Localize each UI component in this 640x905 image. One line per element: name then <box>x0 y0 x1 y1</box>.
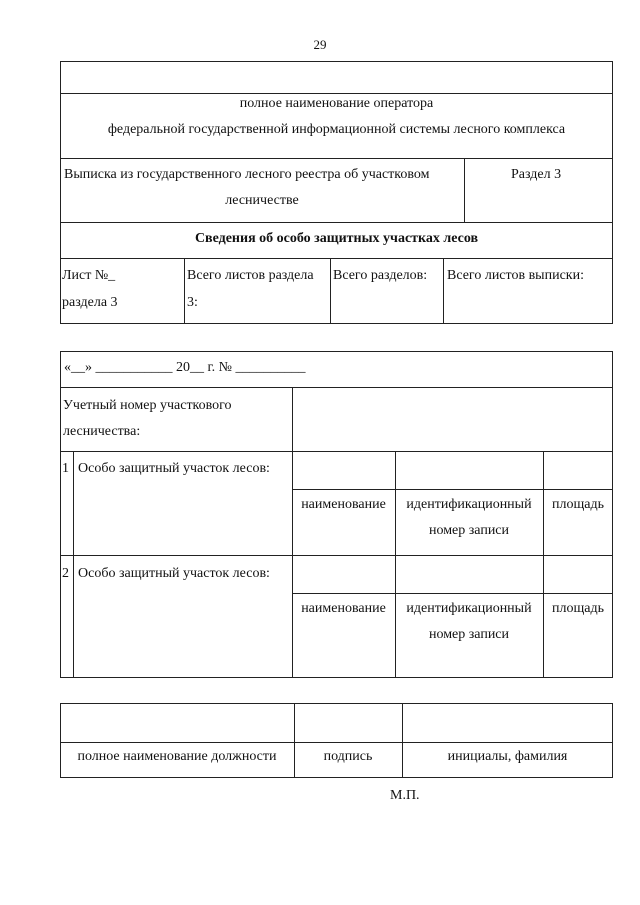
row-2-index: 2 <box>62 566 69 581</box>
signature-caption: подпись <box>323 749 373 764</box>
row-2-col-area: площадь <box>552 601 604 616</box>
total-sheets-section-label: Всего листов раздела <box>187 268 314 283</box>
row-1-col-name: наименование <box>301 497 386 512</box>
stamp-label: М.П. <box>390 788 420 803</box>
account-number-label-line1: Учетный номер участкового <box>63 398 232 413</box>
extract-title-line1: Выписка из государственного лесного реестра об участковом <box>64 167 430 182</box>
row-1-col-id-line1: идентификационный <box>406 497 532 512</box>
row-1-col-area: площадь <box>552 497 604 512</box>
row-1-col-id-line2: номер записи <box>428 523 510 538</box>
row-2-label: Особо защитный участок лесов: <box>78 566 270 581</box>
section-heading: Сведения об особо защитных участках лесов <box>194 231 479 246</box>
account-number-label-line2: лесничества: <box>63 424 141 439</box>
sheet-number-label: Лист №_ <box>62 268 116 283</box>
row-2-col-id-line1: идентификационный <box>406 601 532 616</box>
page-number: 29 <box>313 37 327 52</box>
total-sections-label: Всего разделов: <box>333 268 428 283</box>
row-2-col-name: наименование <box>301 601 386 616</box>
row-1-label: Особо защитный участок лесов: <box>78 461 270 476</box>
row-2-col-id-line2: номер записи <box>428 627 510 642</box>
position-caption: полное наименование должности <box>77 749 277 764</box>
signature-table <box>60 703 613 778</box>
total-sheets-extract-label: Всего листов выписки: <box>447 268 584 283</box>
sheet-number-section: раздела 3 <box>62 295 118 310</box>
row-1-index: 1 <box>62 461 69 476</box>
extract-title-line2: лесничестве <box>225 193 299 208</box>
total-sheets-section-value: 3: <box>187 295 198 310</box>
initials-caption: инициалы, фамилия <box>447 749 568 764</box>
operator-caption-line2: федеральной государственной информационной системы лесного комплекса <box>107 122 566 137</box>
operator-caption-line1: полное наименование оператора <box>239 96 434 111</box>
date-number-line: «__» ___________ 20__ г. № __________ <box>64 360 306 375</box>
section-label: Раздел 3 <box>511 167 562 182</box>
